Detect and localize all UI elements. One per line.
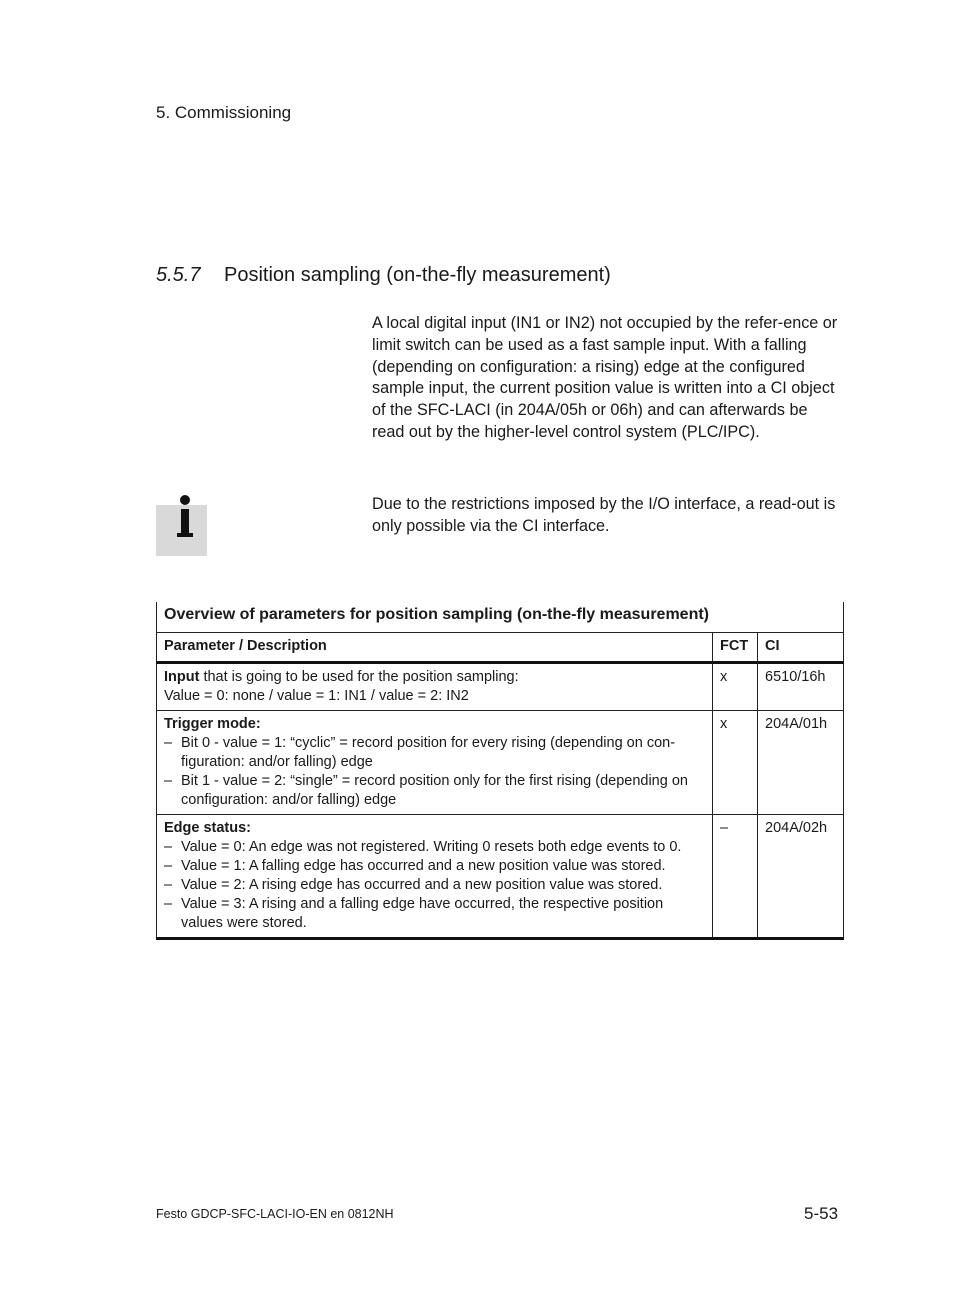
intro-paragraph: A local digital input (IN1 or IN2) not occupied by the refer-ence or limit switch can be used as a fast sample input. With a falling (depending on configuration: a rising) edge at the configured sample input, the current position value is written into a CI object of the SFC-LACI (in 204A/05h or 06h) and can afterwards be read out by the higher-level control system (PLC/IPC).: [372, 314, 838, 441]
section-heading: [156, 264, 611, 287]
chapter-header: 5. Commissioning: [156, 103, 292, 122]
table-title: Overview of parameters for position sampling (on-the-fly measurement): [157, 602, 844, 633]
footer-document-id: Festo GDCP-SFC-LACI-IO-EN en 0812NH: [156, 1207, 394, 1221]
fct-cell: x: [713, 711, 758, 815]
list-item: – Value = 3: A rising and a falling edge have occurred, the respective position values were stored.: [164, 895, 705, 933]
list-item: – Value = 0: An edge was not registered. Writing 0 resets both edge events to 0.: [164, 838, 705, 857]
parameter-name: Edge status:: [164, 820, 252, 836]
page-number: 5-53: [804, 1204, 839, 1223]
fct-cell: –: [713, 815, 758, 939]
option-list: [164, 734, 705, 810]
list-item: – Bit 0 - value = 1: “cyclic” = record position for every rising (depending on con-figuration: and/or falling) edge: [164, 734, 705, 772]
parameter-description: [157, 815, 713, 939]
parameter-description: [157, 663, 713, 711]
parameter-values: Value = 0: none / value = 1: IN1 / value = 2: IN2: [164, 688, 469, 704]
column-header-parameter: Parameter / Description: [157, 633, 713, 663]
parameter-name: Trigger mode:: [164, 716, 261, 732]
option-list: [164, 838, 705, 933]
table-row: [157, 815, 844, 939]
table-row: [157, 711, 844, 815]
column-header-ci: CI: [758, 633, 844, 663]
info-icon: [156, 495, 207, 556]
ci-cell: 6510/16h: [758, 663, 844, 711]
parameter-table: [156, 602, 844, 940]
section-title: Position sampling (on-the-fly measurement): [224, 264, 611, 286]
list-item: – Bit 1 - value = 2: “single” = record position only for the first rising (depending on configuration: and/or falling) edge: [164, 772, 705, 810]
list-item: – Value = 2: A rising edge has occurred and a new position value was stored.: [164, 876, 705, 895]
parameter-text: that is going to be used for the position sampling:: [199, 669, 519, 685]
parameter-name: Input: [164, 669, 200, 685]
table-row: [157, 663, 844, 711]
fct-cell: x: [713, 663, 758, 711]
ci-cell: 204A/01h: [758, 711, 844, 815]
note-paragraph: Due to the restrictions imposed by the I/O interface, a read-out is only possible via the CI interface.: [372, 495, 836, 535]
column-header-fct: FCT: [713, 633, 758, 663]
list-item: – Value = 1: A falling edge has occurred and a new position value was stored.: [164, 857, 705, 876]
section-number: 5.5.7: [156, 264, 201, 286]
parameter-description: [157, 711, 713, 815]
ci-cell: 204A/02h: [758, 815, 844, 939]
